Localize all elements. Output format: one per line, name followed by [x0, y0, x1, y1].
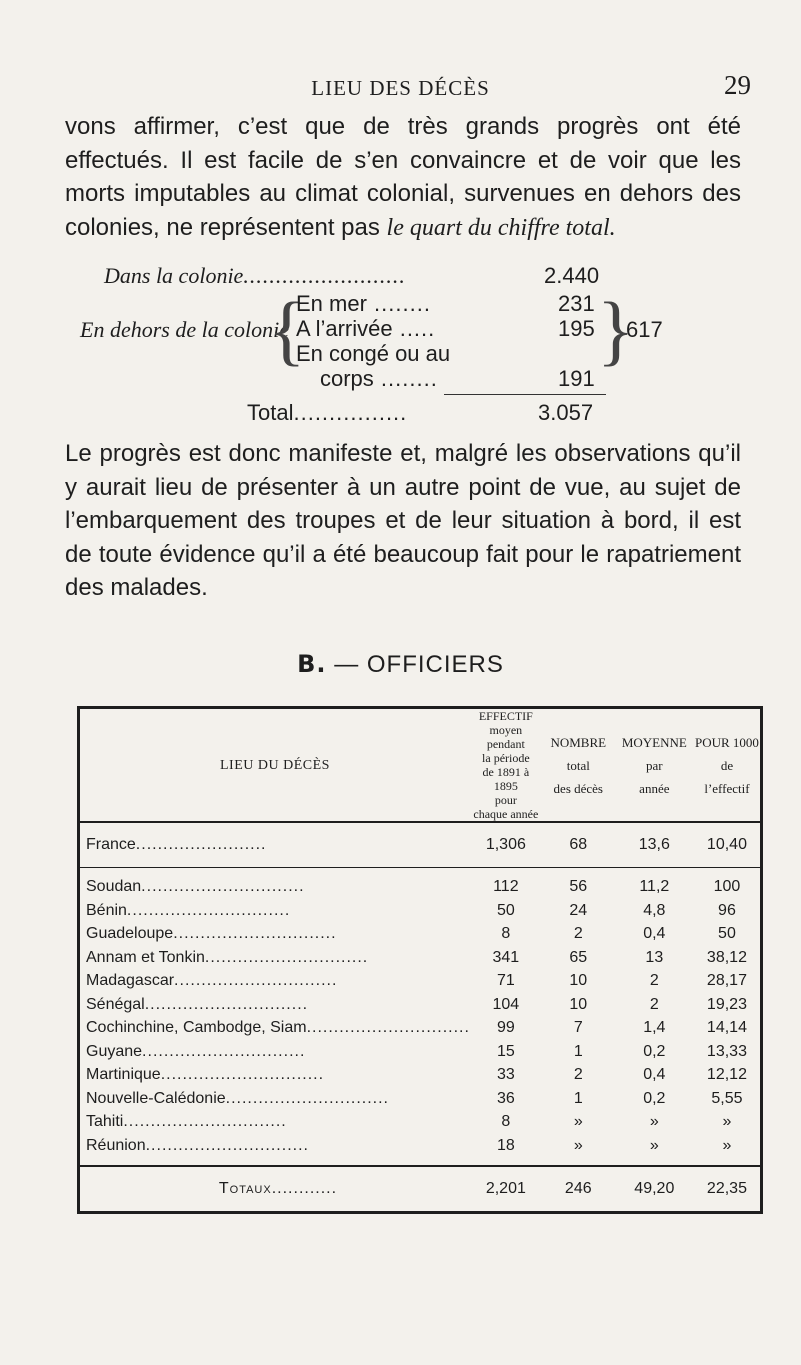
paragraph-1: [65, 110, 741, 245]
spacer-row: [79, 1158, 762, 1166]
cell-effectif: 341: [492, 948, 520, 966]
col-header-pour1000: POUR 1000 de l’effectif: [694, 708, 762, 823]
cell-effectif: 18: [496, 1136, 515, 1154]
cell-effectif: 33: [496, 1066, 515, 1084]
cell-pour1000: »: [722, 1113, 732, 1131]
cell-lieu: Bénin..............................: [86, 901, 291, 919]
cell-pour1000: 19,23: [706, 995, 747, 1013]
table-row: [79, 993, 762, 1017]
cell-effectif: 99: [496, 1019, 515, 1037]
col-header-effectif: EFFECTIF moyen pendant la période de 1891 à 1895 pour chaque année: [470, 708, 542, 823]
cell-effectif: 50: [496, 901, 515, 919]
cell-lieu: Guyane..............................: [86, 1042, 306, 1060]
cell-effectif: 112: [493, 878, 519, 896]
cell-moyenne: 2: [649, 995, 659, 1013]
table-row: [79, 1017, 762, 1041]
item-en-mer-value: 231: [558, 291, 595, 316]
dehors-total: 617: [626, 317, 663, 342]
cell-lieu: Madagascar..............................: [86, 972, 338, 990]
item-en-mer: En mer ........: [296, 291, 431, 316]
cell-nombre: 7: [573, 1019, 583, 1037]
cell-moyenne: 2: [649, 972, 659, 990]
running-header: LIEU DES DÉCÈS: [311, 76, 490, 100]
item-corps-value: 191: [558, 366, 595, 391]
cell-lieu: Tahiti..............................: [86, 1113, 287, 1131]
cell-lieu: Soudan..............................: [86, 878, 305, 896]
section-heading: [0, 650, 801, 679]
cell-effectif: 8: [501, 1113, 511, 1131]
table-row: [79, 899, 762, 923]
cell-pour1000: 5,55: [711, 1089, 743, 1107]
cell-nombre: 2: [573, 925, 583, 943]
col-header-nombre: NOMBRE total des décès: [542, 708, 615, 823]
table-row: [79, 1111, 762, 1135]
cell-effectif: 15: [496, 1042, 515, 1060]
dehors-label: En dehors de la colonie: [80, 317, 289, 342]
table-row: [79, 1087, 762, 1111]
item-arrivee: A l’arrivée .....: [296, 316, 436, 341]
spacer-row: [79, 868, 762, 876]
cell-nombre: »: [573, 1113, 583, 1131]
cell-nombre: 56: [569, 878, 588, 896]
paragraph-1-italic: le quart du chiffre total.: [386, 214, 616, 241]
cell-lieu: Nouvelle-Calédonie..............................: [86, 1089, 389, 1107]
table-header-row: [79, 708, 762, 823]
cell-nombre: 2: [573, 1066, 583, 1084]
cell-moyenne: »: [649, 1136, 659, 1154]
cell-pour1000: 12,12: [706, 1066, 747, 1084]
cell-moyenne: 1,4: [643, 1019, 666, 1037]
cell-pour1000: 100: [713, 878, 741, 896]
cell-effectif: 1,306: [470, 822, 542, 868]
cell-moyenne: 49,20: [615, 1166, 694, 1213]
section-title: — OFFICIERS: [334, 651, 504, 678]
cell-moyenne: 13: [645, 948, 664, 966]
cell-moyenne: »: [649, 1113, 659, 1131]
cell-effectif: 104: [492, 995, 520, 1013]
cell-moyenne: 0,2: [643, 1089, 666, 1107]
total-value: 3.057: [538, 400, 594, 425]
table-row: [79, 970, 762, 994]
item-arrivee-value: 195: [558, 316, 595, 341]
cell-lieu: Réunion..............................: [86, 1136, 309, 1154]
cell-lieu: Guadeloupe..............................: [86, 925, 337, 943]
table-row: [79, 923, 762, 947]
page-number: 29: [724, 70, 751, 100]
cell-nombre: 68: [542, 822, 615, 868]
left-brace-icon: {: [268, 286, 306, 373]
table-row-france: [79, 822, 762, 868]
cell-lieu: France........................: [79, 822, 470, 868]
paragraph-1-text: vons affirmer, c’est que de très grands progrès ont été effectués. Il est facile de s’en convaincre et de voir que les morts imputables au climat colonial, survenues en dehors des colonies, ne représentent pas: [65, 113, 741, 241]
cell-moyenne: 13,6: [615, 822, 694, 868]
cell-lieu: Annam et Tonkin..............................: [86, 948, 369, 966]
cell-nombre: 24: [569, 901, 588, 919]
cell-moyenne: 0,2: [643, 1042, 666, 1060]
cell-nombre: 246: [542, 1166, 615, 1213]
cell-moyenne: 11,2: [639, 878, 670, 896]
table-row-totaux: [79, 1166, 762, 1213]
cell-moyenne: 0,4: [643, 925, 666, 943]
cell-nombre: 1: [573, 1042, 583, 1060]
cell-effectif: 2,201: [470, 1166, 542, 1213]
right-brace-icon: }: [597, 286, 635, 373]
item-conge: En congé ou au: [296, 341, 451, 366]
cell-nombre: 10: [569, 995, 588, 1013]
cell-moyenne: 0,4: [643, 1066, 666, 1084]
cell-pour1000: 28,17: [706, 972, 747, 990]
summary-block: [0, 255, 801, 425]
table-row: [79, 1134, 762, 1158]
cell-pour1000: 50: [718, 925, 736, 943]
cell-nombre: »: [573, 1136, 583, 1154]
table-row: [79, 1040, 762, 1064]
cell-pour1000: 96: [718, 901, 736, 919]
col-header-moyenne: MOYENNE par année: [615, 708, 694, 823]
colonie-value: 2.440: [544, 263, 600, 288]
total-label: Total................: [247, 400, 408, 425]
cell-lieu: Totaux............: [79, 1166, 470, 1213]
officers-table: [77, 706, 763, 1214]
cell-lieu: Sénégal..............................: [86, 995, 309, 1013]
cell-effectif: 71: [496, 972, 515, 990]
cell-effectif: 36: [496, 1089, 515, 1107]
cell-nombre: 65: [569, 948, 588, 966]
cell-lieu: Martinique..............................: [86, 1066, 325, 1084]
table-row: [79, 1064, 762, 1088]
col-header-lieu: LIEU DU DÉCÈS: [79, 708, 470, 823]
cell-effectif: 8: [501, 925, 511, 943]
table-row: [79, 946, 762, 970]
cell-pour1000: 14,14: [706, 1019, 747, 1037]
cell-nombre: 10: [569, 972, 588, 990]
cell-pour1000: 38,12: [706, 948, 747, 966]
cell-pour1000: 22,35: [694, 1166, 762, 1213]
table-row: [79, 876, 762, 900]
item-corps: corps ........: [320, 366, 438, 391]
sum-rule: [444, 394, 606, 395]
cell-pour1000: 10,40: [694, 822, 762, 868]
cell-nombre: 1: [573, 1089, 583, 1107]
cell-moyenne: 4,8: [643, 901, 666, 919]
section-letter: B.: [297, 650, 327, 678]
cell-pour1000: 13,33: [706, 1042, 747, 1060]
paragraph-2: Le progrès est donc manifeste et, malgré les observations qu’il y aurait lieu de présenter à un autre point de vue, au sujet de l’embarquement des troupes et de leur situation à bord, il est de toute évidence qu’il a été beaucoup fait pour le rapatriement des malades.: [65, 440, 741, 601]
cell-pour1000: »: [722, 1136, 732, 1154]
colonie-label: Dans la colonie.........................: [104, 263, 406, 288]
cell-lieu: Cochinchine, Cambodge, Siam..............................: [86, 1019, 470, 1037]
